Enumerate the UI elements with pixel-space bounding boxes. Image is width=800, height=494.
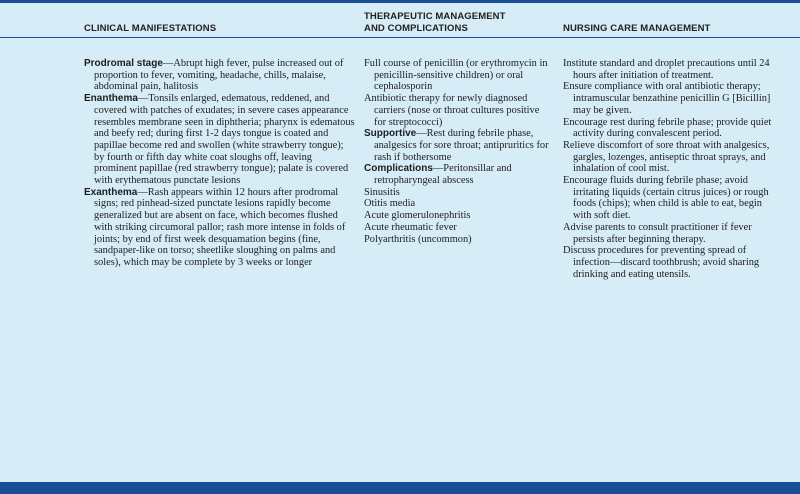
enanthema-text: —Tonsils enlarged, edematous, reddened, and covered with patches of exudates; in severe cases appearance resembles membrane seen in diphtheria; pharynx is edematous and beefy red; during first 1-2 days tongue is coated and papillae become red and swollen (white strawberry tongue); by fourth or fifth day white coat sloughs off, leaving prominent papillae (red strawberry tongue); palate is covered with erythematous punctate lesions	[94, 93, 355, 187]
nursing-item: Encourage fluids during febrile phase; avoid irritating liquids (certain citrus juices) or rough foods (chips); when child is able to eat, begin with soft diet.	[563, 175, 769, 222]
complications-entry	[364, 163, 552, 186]
therapy-item: Antibiotic therapy for newly diagnosed carriers (nose or throat cultures positive for streptococci)	[364, 93, 540, 128]
prodromal-entry	[84, 58, 356, 93]
table-header	[0, 3, 800, 37]
prodromal-text: —Abrupt high fever, pulse increased out of proportion to fever, vomiting, headache, chills, malaise, abdominal pain, halitosis	[94, 58, 344, 93]
nursing-item: Ensure compliance with oral antibiotic therapy; intramuscular benzathine penicillin G [Bicillin] may be given.	[563, 81, 771, 116]
supportive-entry	[364, 128, 552, 163]
nursing-care-column	[563, 58, 775, 280]
complication-item: Acute rheumatic fever	[364, 221, 457, 233]
complication-item: Otitis media	[364, 198, 416, 210]
supportive-lead: Supportive	[364, 128, 417, 140]
nursing-item: Relieve discomfort of sore throat with analgesics, gargles, lozenges, antiseptic throat sprays, and inhalation of cool mist.	[563, 139, 770, 175]
header-col1-label: CLINICAL MANIFESTATIONS	[84, 23, 217, 34]
complication-item: Acute glomerulonephritis	[364, 210, 471, 222]
prodromal-lead: Prodromal stage	[84, 58, 163, 69]
enanthema-lead: Enanthema	[84, 93, 138, 105]
supportive-text: —Rest during febrile phase, analgesics for sore throat; antipruritics for rash if bothersome	[374, 128, 549, 163]
nursing-item: Discuss procedures for preventing spread of infection—discard toothbrush; avoid sharing drinking and eating utensils.	[563, 245, 760, 280]
complication-item: Polyarthritis (uncommon)	[364, 233, 472, 245]
header-rule	[0, 37, 800, 38]
nursing-item: Encourage rest during febrile phase; provide quiet activity during convalescent period.	[563, 116, 772, 140]
therapeutic-management-column	[364, 58, 552, 245]
header-therapeutic-management	[364, 11, 506, 35]
header-col2-line2: AND COMPLICATIONS	[364, 23, 468, 34]
therapy-item: Full course of penicillin (or erythromycin in penicillin-sensitive children) or oral cephalosporin	[364, 58, 548, 93]
clinical-manifestations-column	[84, 58, 356, 269]
complication-item: Sinusitis	[364, 186, 400, 198]
bottom-rule	[0, 482, 800, 494]
header-col2-line1: THERAPEUTIC MANAGEMENT	[364, 11, 506, 22]
exanthema-text: —Rash appears within 12 hours after prodromal signs; red pinhead-sized punctate lesions rapidly become generalized but are absent on face, which becomes flushed with striking circumoral pallor; rash more intense in folds of joints; by end of first week desquamation begins (fine, sandpaper-like on torso; sheetlike sloughing on palms and soles), which may be complete by 3 weeks or longer	[94, 186, 346, 268]
complications-lead: Complications	[364, 163, 433, 175]
nursing-item: Advise parents to consult practitioner if fever persists after beginning therapy.	[563, 221, 752, 245]
enanthema-entry	[84, 93, 356, 187]
nursing-item: Institute standard and droplet precautions until 24 hours after initiation of treatment.	[563, 58, 770, 81]
header-col3-label: NURSING CARE MANAGEMENT	[563, 23, 711, 34]
header-clinical-manifestations	[84, 23, 216, 35]
complications-text: —Peritonsillar and retropharyngeal abscess	[374, 163, 512, 187]
exanthema-lead: Exanthema	[84, 186, 138, 198]
exanthema-entry	[84, 187, 356, 269]
header-nursing-care-management	[563, 23, 710, 35]
